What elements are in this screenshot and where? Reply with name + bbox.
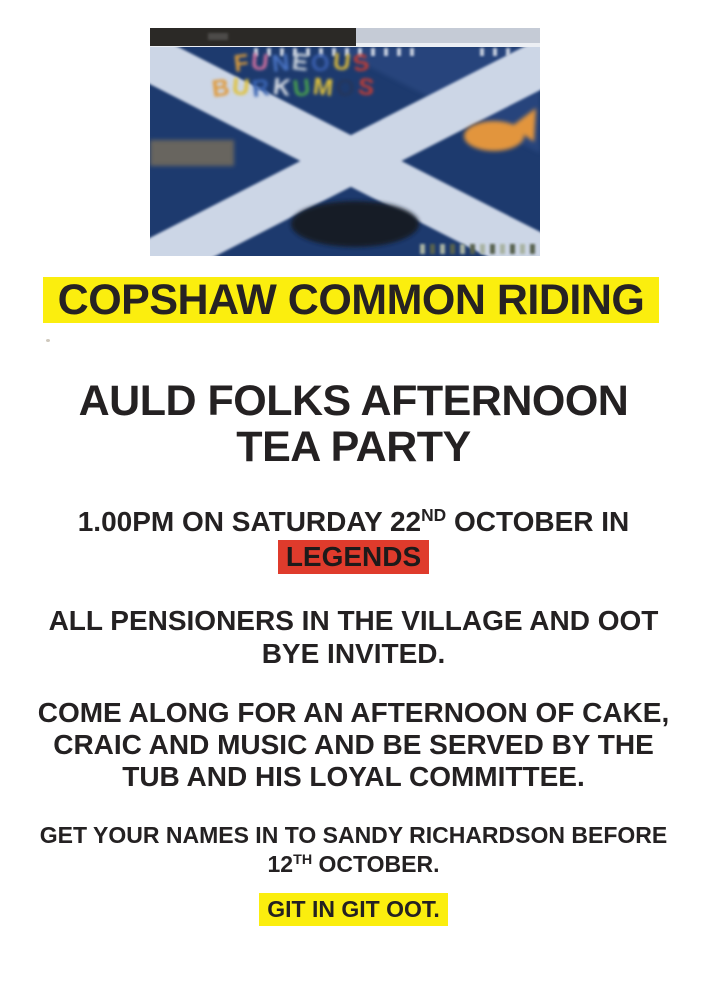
rsvp-line-2 [0,850,707,883]
flag-letter: O [309,48,332,79]
rsvp-date-ordinal: TH [293,852,313,869]
invite-line-1: ALL PENSIONERS IN THE VILLAGE AND OOT [48,605,659,636]
footer-slogan-text: GIT IN GIT OOT. [267,896,440,922]
invite-paragraph [0,604,707,670]
event-venue-row [0,542,707,572]
event-datetime-prefix: 1.00PM ON SATURDAY 22 [77,506,422,537]
footer-slogan-row [0,897,707,921]
flag-letter: N [269,49,291,78]
flag-photo [150,28,540,256]
details-line-1: COME ALONG FOR AN AFTERNOON OF CAKE, [37,697,670,728]
venue-text: LEGENDS [285,541,422,572]
subtitle-line-1: AULD FOLKS AFTERNOON [78,377,629,425]
flag-letter: K [271,73,292,102]
flag-letter: O [334,73,357,104]
flag-letter: U [331,48,352,77]
flag-letter: S [356,73,376,102]
flag-letter: M [311,73,335,102]
rsvp-date-suffix: OCTOBER. [312,851,440,877]
rsvp-paragraph [0,821,707,883]
flag-letter: U [230,73,251,102]
footer-highlight [259,893,448,926]
flag-letter: U [249,48,270,77]
event-datetime-suffix: OCTOBER IN [446,506,630,537]
main-title-text: COPSHAW COMMON RIDING [57,276,645,324]
scan-speck [46,339,50,342]
grey-streak [150,140,234,166]
dark-bar [150,28,356,46]
dark-bar-detail [208,33,228,40]
dark-blob [291,201,419,247]
flag-letter: B [209,74,231,103]
invite-line-2: BYE INVITED. [261,638,446,669]
flag-letters-row-1 [231,48,371,79]
flag-letters-row-2 [209,73,376,104]
rsvp-date: 12 [267,851,294,877]
details-paragraph [0,697,707,793]
flag-letter: S [351,49,371,78]
event-datetime [0,507,707,540]
flag-letter: F [231,49,250,78]
subtitle-line-2: TEA PARTY [236,423,471,471]
details-line-3: TUB AND HIS LOYAL COMMITTEE. [122,761,585,792]
flag-letter: U [291,74,312,103]
subtitle [0,378,707,470]
venue-highlight [278,540,429,574]
details-line-2: CRAIC AND MUSIC AND BE SERVED BY THE [53,729,654,760]
event-date-ordinal: ND [421,505,447,526]
rsvp-line-1: GET YOUR NAMES IN TO SANDY RICHARDSON BEFORE [39,822,668,848]
main-title [43,277,659,323]
flag-letter: E [290,48,310,77]
flag-letter: R [250,74,272,103]
